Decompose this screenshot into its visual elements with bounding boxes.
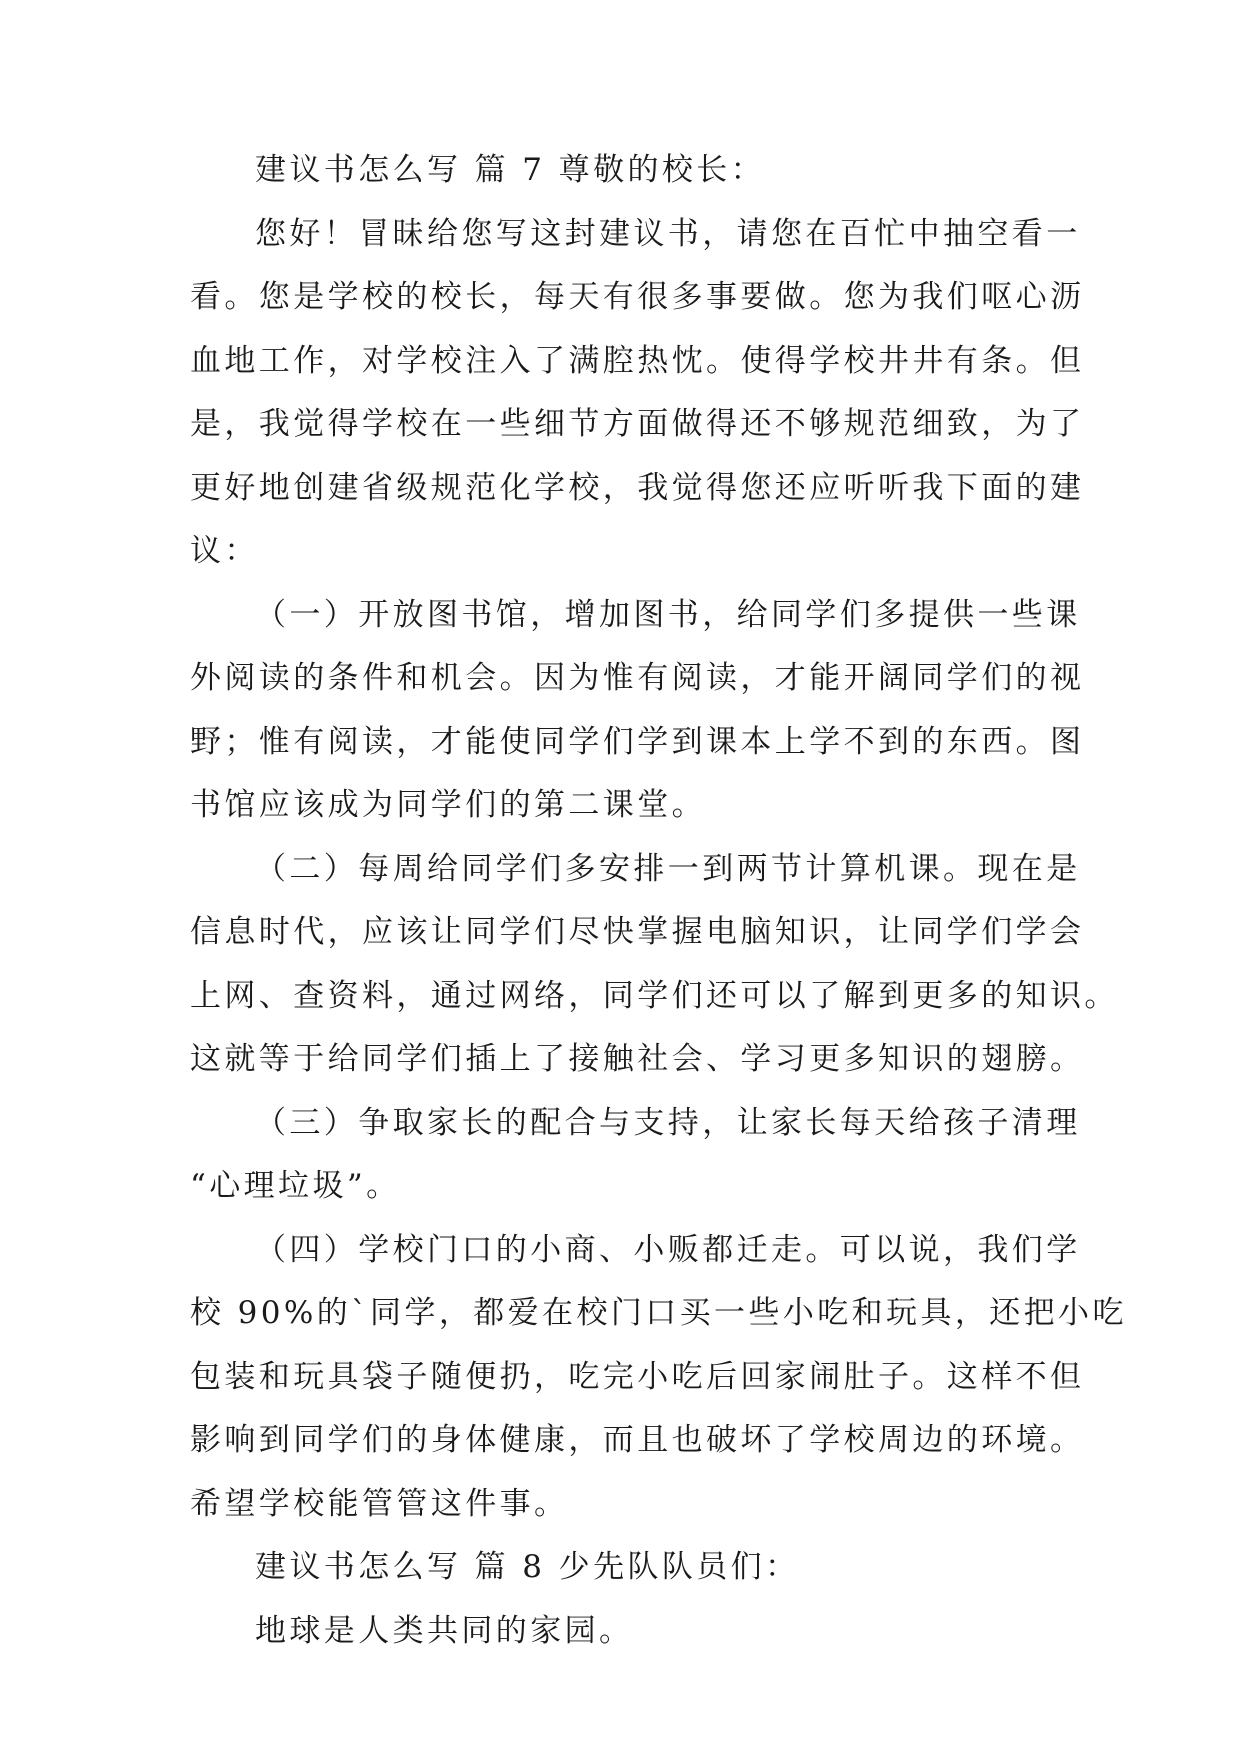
heading-letter-7: 建议书怎么写 篇 7 尊敬的校长： <box>255 152 766 188</box>
paragraph-line: 野；惟有阅读，才能使同学们学到课本上学不到的东西。图 <box>190 724 1085 760</box>
paragraph-line: 看。您是学校的校长，每天有很多事要做。您为我们呕心沥 <box>190 279 1085 315</box>
paragraph-line: 您好！冒昧给您写这封建议书，请您在百忙中抽空看一 <box>255 216 1081 252</box>
paragraph-line: 议： <box>190 533 259 569</box>
paragraph-line: 信息时代，应该让同学们尽快掌握电脑知识，让同学们学会 <box>190 914 1085 950</box>
paragraph-line: 书馆应该成为同学们的第二课堂。 <box>190 787 706 823</box>
paragraph-line: 上网、查资料，通过网络，同学们还可以了解到更多的知识。 <box>190 978 1119 1014</box>
paragraph-line: （二）每周给同学们多安排一到两节计算机课。现在是 <box>255 851 1081 887</box>
paragraph-line: （一）开放图书馆，增加图书，给同学们多提供一些课 <box>255 597 1081 633</box>
paragraph-line: “心理垃圾”。 <box>190 1168 401 1204</box>
paragraph-line: 血地工作，对学校注入了满腔热忱。使得学校井井有条。但 <box>190 343 1085 379</box>
paragraph-line: （四）学校门口的小商、小贩都迁走。可以说，我们学 <box>255 1232 1081 1268</box>
heading-letter-8: 建议书怎么写 篇 8 少先队队员们： <box>255 1549 800 1585</box>
paragraph-line: （三）争取家长的配合与支持，让家长每天给孩子清理 <box>255 1105 1081 1141</box>
paragraph-line: 地球是人类共同的家园。 <box>255 1613 634 1649</box>
paragraph-line: 这就等于给同学们插上了接触社会、学习更多知识的翅膀。 <box>190 1041 1085 1077</box>
paragraph-line: 包装和玩具袋子随便扔，吃完小吃后回家闹肚子。这样不但 <box>190 1359 1085 1395</box>
paragraph-line: 希望学校能管管这件事。 <box>190 1486 569 1522</box>
paragraph-line: 更好地创建省级规范化学校，我觉得您还应听听我下面的建 <box>190 470 1085 506</box>
paragraph-line: 外阅读的条件和机会。因为惟有阅读，才能开阔同学们的视 <box>190 660 1085 696</box>
paragraph-line: 是，我觉得学校在一些细节方面做得还不够规范细致，为了 <box>190 406 1085 442</box>
paragraph-line: 影响到同学们的身体健康，而且也破坏了学校周边的环境。 <box>190 1422 1085 1458</box>
paragraph-line: 校 90%的`同学，都爱在校门口买一些小吃和玩具，还把小吃 <box>190 1295 1127 1331</box>
